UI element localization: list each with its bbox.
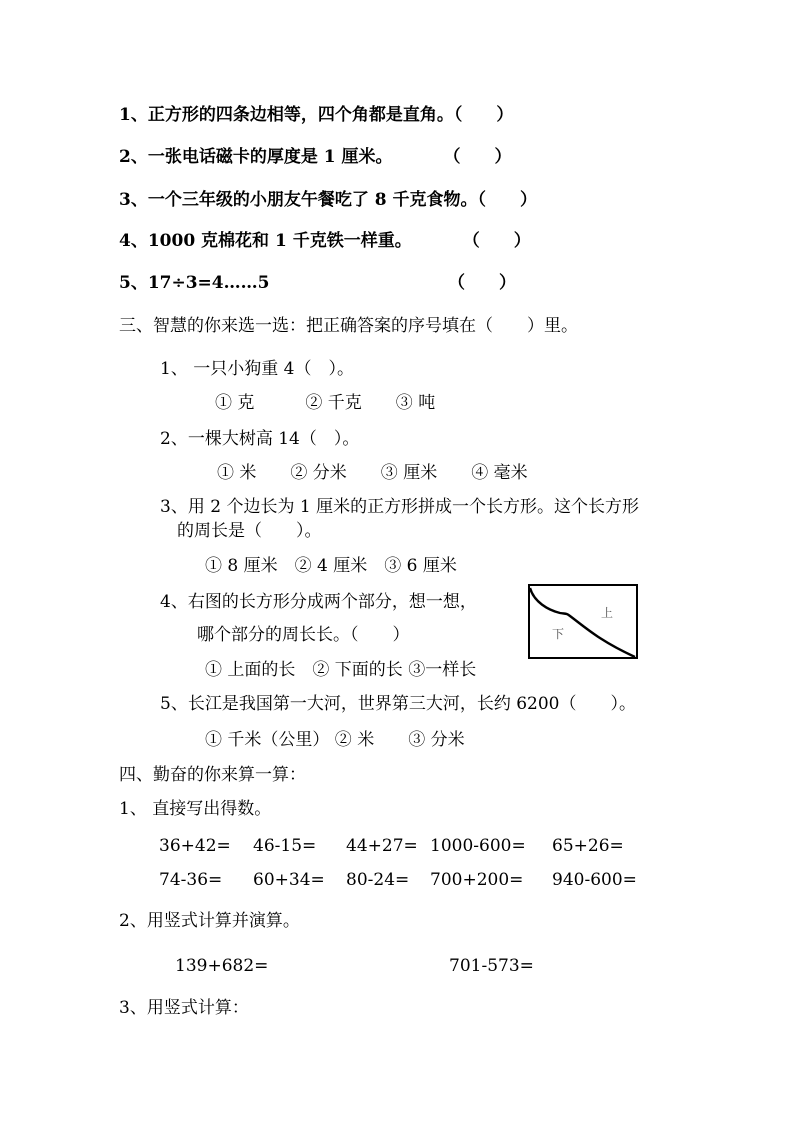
rectangle-figure [528, 584, 638, 659]
calc-row1-2: 46-15= [253, 836, 317, 856]
question-2: 2、一棵大树高 14（ ）。 [160, 429, 360, 449]
calc-row1-1: 36+42= [159, 836, 231, 856]
question-1-options: ① 克 ② 千克 ③ 吨 [215, 393, 436, 413]
judge-item-4: 4、1000 克棉花和 1 千克铁一样重。 （ ） [119, 231, 531, 251]
dividing-curve [530, 586, 636, 657]
question-3-options: ① 8 厘米 ② 4 厘米 ③ 6 厘米 [205, 556, 457, 576]
question-5-options: ① 千米（公里） ② 米 ③ 分米 [205, 730, 465, 750]
calc-row1-5: 65+26= [552, 836, 624, 856]
upper-label: 上 [601, 606, 614, 620]
question-1: 1、 一只小狗重 4（ ）。 [160, 359, 354, 379]
subsection-1-title: 1、 直接写出得数。 [119, 799, 272, 819]
question-3-line1: 3、用 2 个边长为 1 厘米的正方形拼成一个长方形。这个长方形 [160, 497, 640, 517]
question-4-line1: 4、右图的长方形分成两个部分，想一想， [160, 592, 477, 612]
calc-row2-4: 700+200= [430, 870, 524, 890]
question-4-options: ① 上面的长 ② 下面的长 ③一样长 [205, 660, 477, 680]
vertical-calc-2: 701-573= [449, 956, 534, 976]
judge-item-2: 2、一张电话磁卡的厚度是 1 厘米。 （ ） [119, 147, 512, 167]
judge-item-5: 5、17÷3=4……5 （ ） [119, 273, 516, 293]
question-3-line2: 的周长是（ ）。 [177, 521, 322, 541]
calc-row2-3: 80-24= [346, 870, 410, 890]
section4-title: 四、勤奋的你来算一算： [119, 765, 306, 785]
judge-item-3: 3、一个三年级的小朋友午餐吃了 8 千克食物。（ ） [119, 190, 537, 210]
question-5: 5、长江是我国第一大河，世界第三大河，长约 6200（ ）。 [160, 694, 636, 714]
calc-row1-3: 44+27= [346, 836, 418, 856]
subsection-2-title: 2、用竖式计算并演算。 [119, 911, 300, 931]
question-2-options: ① 米 ② 分米 ③ 厘米 ④ 毫米 [217, 463, 528, 483]
calc-row1-4: 1000-600= [430, 836, 526, 856]
section3-title: 三、智慧的你来选一选：把正确答案的序号填在（ ）里。 [119, 316, 578, 336]
subsection-3-title: 3、用竖式计算： [119, 998, 249, 1018]
calc-row2-2: 60+34= [253, 870, 325, 890]
calc-row2-5: 940-600= [552, 870, 637, 890]
calc-row2-1: 74-36= [159, 870, 223, 890]
judge-item-1: 1、正方形的四条边相等，四个角都是直角。（ ） [119, 105, 514, 125]
question-4-line2: 哪个部分的周长长。（ ） [197, 625, 410, 645]
lower-label: 下 [552, 627, 565, 641]
vertical-calc-1: 139+682= [175, 956, 269, 976]
